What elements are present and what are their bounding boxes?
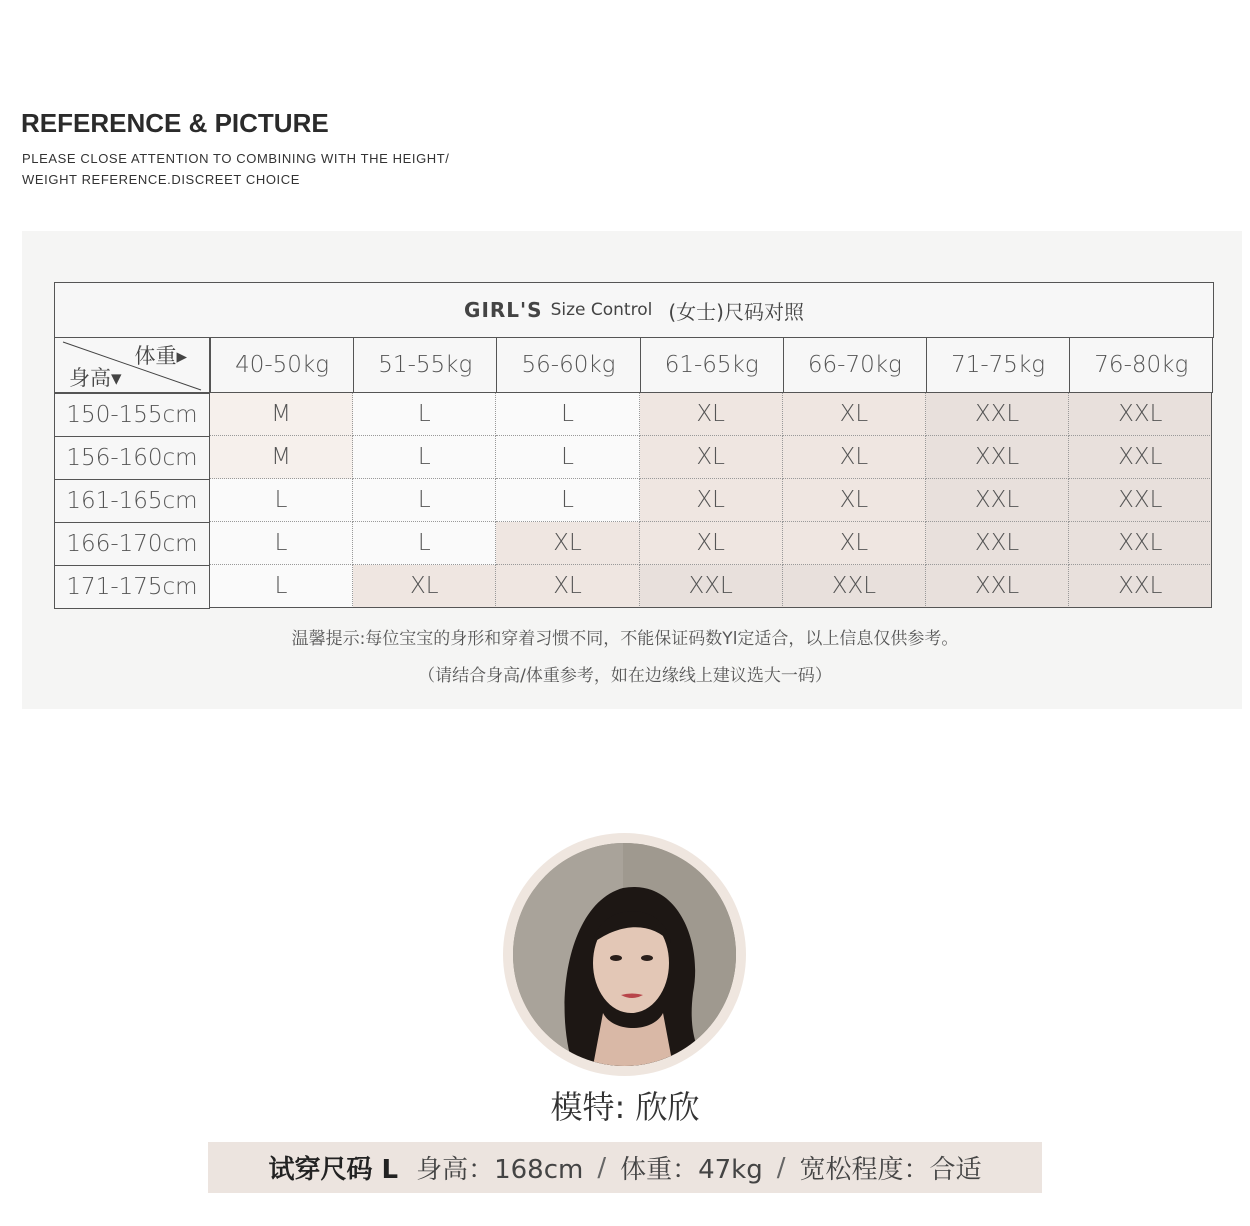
- size-cell: XL: [640, 393, 783, 436]
- model-info-bar: [208, 1142, 1042, 1193]
- corner-height-label: 身高▾: [69, 366, 122, 390]
- size-cell: XL: [783, 522, 926, 565]
- size-cell: XXL: [926, 436, 1069, 479]
- page-subtitle-line-1: PLEASE CLOSE ATTENTION TO COMBINING WITH THE HEIGHT/: [22, 151, 450, 166]
- info-separator: /: [597, 1152, 607, 1183]
- size-cell: XXL: [926, 522, 1069, 565]
- size-cell: L: [210, 479, 353, 522]
- size-cell: L: [353, 522, 496, 565]
- size-cell: L: [353, 479, 496, 522]
- size-cell: XXL: [640, 565, 783, 608]
- size-cell: XXL: [1069, 393, 1212, 436]
- size-cell: XL: [496, 565, 639, 608]
- weight-header: 40-50kg: [210, 337, 354, 393]
- size-cell: XL: [640, 436, 783, 479]
- model-weight: 体重：47kg: [620, 1155, 763, 1185]
- corner-cell: [54, 337, 210, 393]
- size-cell: XL: [783, 393, 926, 436]
- size-cell: L: [210, 565, 353, 608]
- weight-header: 51-55kg: [353, 337, 497, 393]
- size-cell: XXL: [926, 565, 1069, 608]
- size-cell: L: [496, 436, 639, 479]
- size-chart-title: [54, 282, 1214, 338]
- height-header: 150-155cm: [54, 393, 210, 437]
- size-cell: XL: [783, 479, 926, 522]
- size-cell: XL: [783, 436, 926, 479]
- size-chart-grid: [54, 282, 1214, 608]
- size-cell: XXL: [926, 393, 1069, 436]
- model-name: 模特: 欣欣: [550, 1088, 700, 1126]
- size-cell: XXL: [783, 565, 926, 608]
- size-chart-title-bold: GIRL'S: [464, 298, 543, 322]
- model-portrait-illustration: [513, 843, 736, 1066]
- note-line-2: （请结合身高/体重参考，如在边缘线上建议选大一码）: [418, 666, 832, 686]
- corner-weight-label: 体重▸: [134, 344, 187, 368]
- size-cell: XL: [640, 522, 783, 565]
- size-cell: XXL: [1069, 436, 1212, 479]
- size-cell: L: [210, 522, 353, 565]
- size-cell: M: [210, 436, 353, 479]
- size-cell: XL: [640, 479, 783, 522]
- size-cell: XXL: [926, 479, 1069, 522]
- model-avatar-ring: [503, 833, 746, 1076]
- size-chart-title-small: Size Control: [550, 300, 653, 320]
- page-subtitle-line-2: WEIGHT REFERENCE.DISCREET CHOICE: [22, 172, 301, 187]
- size-cell: M: [210, 393, 353, 436]
- model-avatar-photo: [513, 843, 736, 1066]
- size-cell: L: [353, 393, 496, 436]
- weight-header: 66-70kg: [783, 337, 927, 393]
- height-header: 161-165cm: [54, 479, 210, 523]
- model-height: 身高：168cm: [416, 1155, 584, 1185]
- size-cell: XXL: [1069, 522, 1212, 565]
- page-title: REFERENCE & PICTURE: [21, 108, 329, 138]
- weight-header: 56-60kg: [496, 337, 640, 393]
- note-line-1: 温馨提示:每位宝宝的身形和穿着习惯不同，不能保证码数Yl定适合，以上信息仅供参考。: [291, 629, 959, 649]
- weight-header: 76-80kg: [1069, 337, 1213, 393]
- size-cell: XL: [496, 522, 639, 565]
- height-header: 166-170cm: [54, 522, 210, 566]
- height-header: 171-175cm: [54, 565, 210, 609]
- size-cell: XXL: [1069, 479, 1212, 522]
- weight-header: 61-65kg: [640, 337, 784, 393]
- size-cell: L: [496, 479, 639, 522]
- info-separator: /: [776, 1152, 786, 1183]
- model-fit: 宽松程度：合适: [799, 1155, 982, 1185]
- size-chart-title-cn: (女士)尺码对照: [668, 299, 804, 324]
- weight-header: 71-75kg: [926, 337, 1070, 393]
- size-cell: L: [353, 436, 496, 479]
- size-cell: XL: [353, 565, 496, 608]
- size-cell: XXL: [1069, 565, 1212, 608]
- height-header: 156-160cm: [54, 436, 210, 480]
- size-cell: L: [496, 393, 639, 436]
- model-size: 试穿尺码 L: [268, 1155, 399, 1185]
